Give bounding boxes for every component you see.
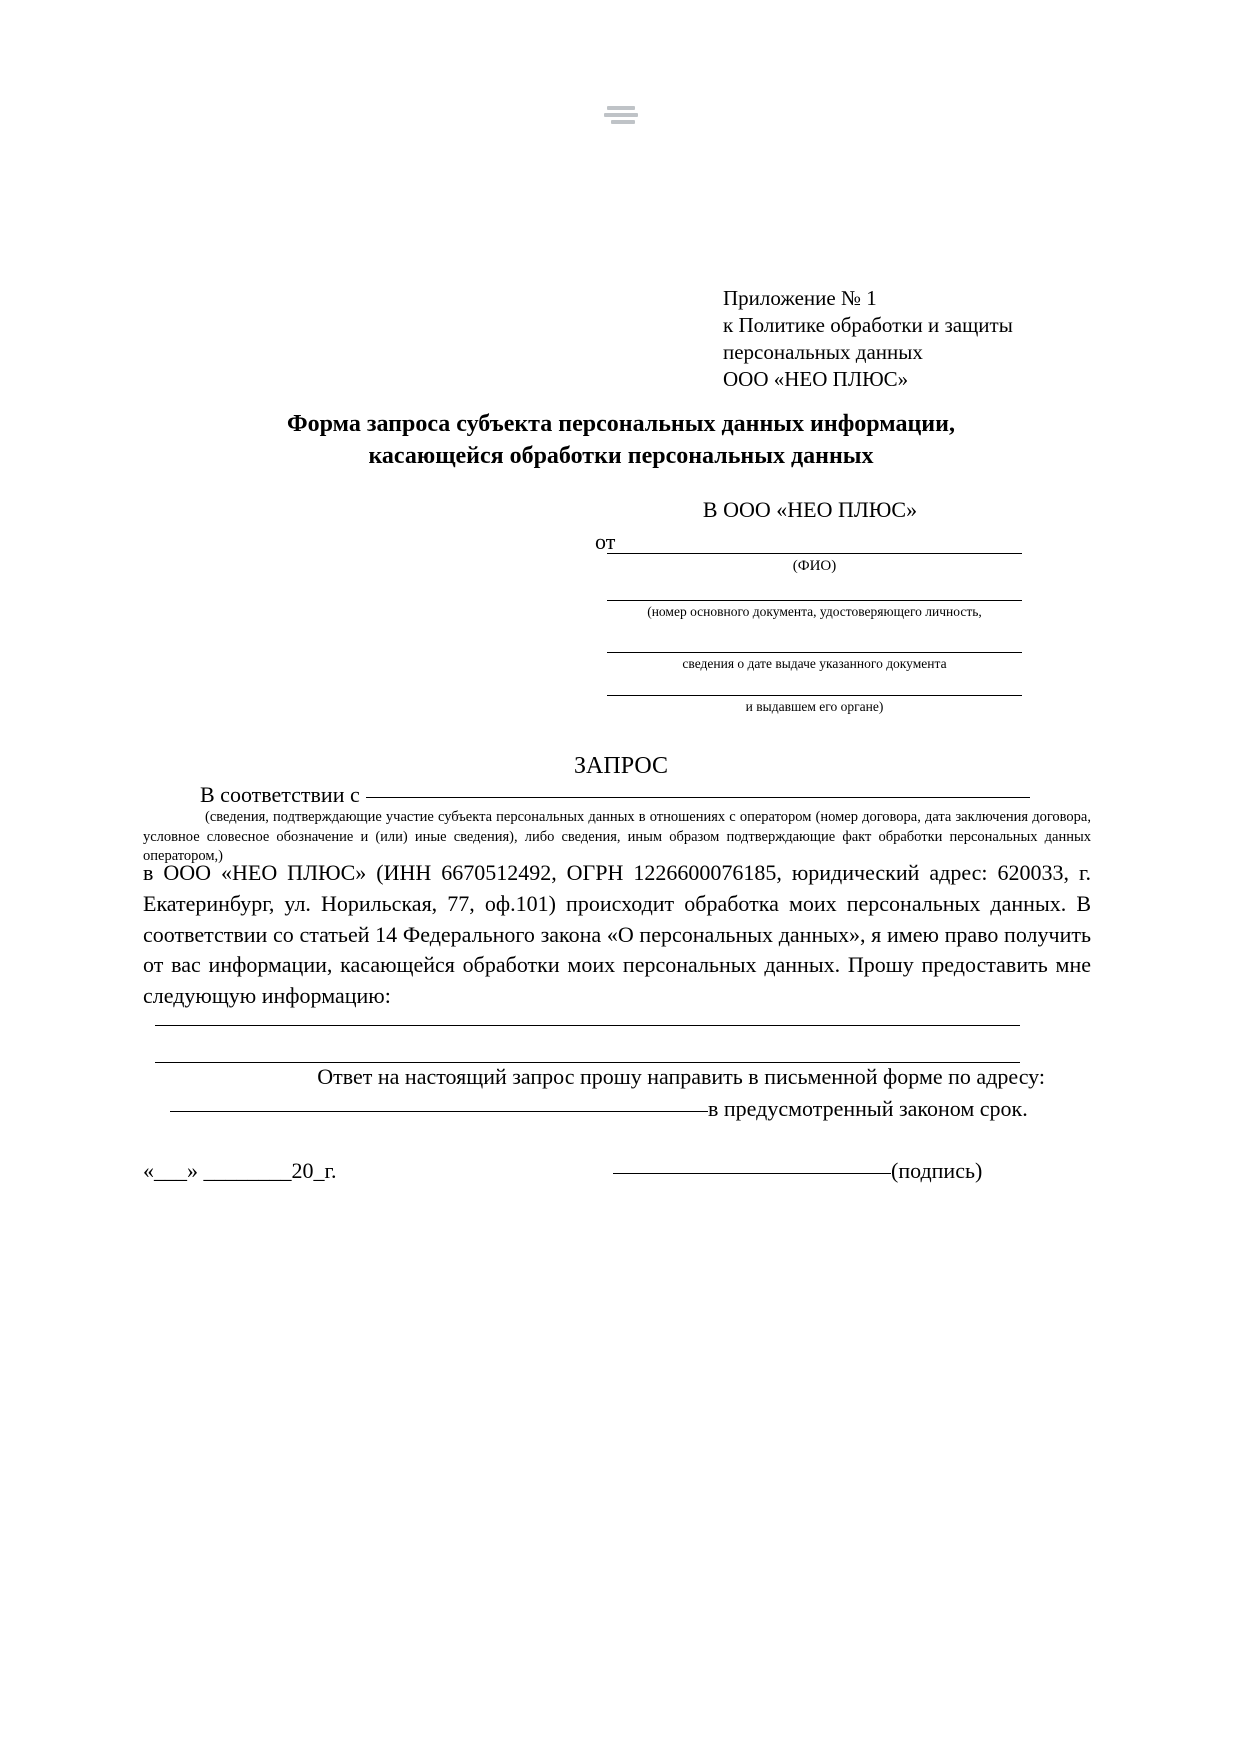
issue-date-field-rule[interactable]	[607, 652, 1022, 653]
fio-field-caption: (ФИО)	[792, 558, 837, 574]
logo-bar-bottom	[611, 120, 635, 124]
answer-address-row[interactable]	[170, 1096, 1045, 1122]
issue-date-field[interactable]	[607, 652, 1022, 672]
addressee-block	[595, 497, 1025, 555]
document-header-block	[723, 285, 1013, 393]
fineprint-text: (сведения, подтверждающие участие субъекта персональных данных в отношениях с оператором (номер договора, дата заключения договора, условное словесное обозначение и (или) иные сведения), либо сведения, иным образом подтверждающие факт обработки персональных данных оператором,)	[143, 809, 1091, 865]
answer-instruction: Ответ на настоящий запрос прошу направить в письменной форме по адресу:	[317, 1064, 1045, 1089]
date-field[interactable]: «___» ________20_г.	[143, 1158, 337, 1183]
fio-field-rule[interactable]	[607, 553, 1022, 554]
issue-date-field-caption: сведения о дате выдаче указанного документа	[682, 656, 947, 671]
signature-input[interactable]	[613, 1173, 891, 1174]
info-blank-line-1[interactable]	[155, 1025, 1020, 1026]
in-accordance-row[interactable]	[200, 782, 1030, 808]
header-policy-line-2: персональных данных	[723, 339, 923, 364]
signature-field[interactable]	[613, 1158, 982, 1184]
header-company-name: ООО «НЕО ПЛЮС»	[723, 366, 909, 391]
id-document-field-caption: (номер основного документа, удостоверяющего личность,	[647, 604, 982, 619]
addressee-from-label: от	[595, 529, 616, 554]
page-title-line-2: касающейся обработки персональных данных	[368, 443, 874, 470]
in-accordance-input[interactable]	[366, 797, 1030, 798]
issuing-authority-field-rule[interactable]	[607, 695, 1022, 696]
answer-address-input[interactable]	[170, 1111, 708, 1112]
issuing-authority-field-caption: и выдавшем его органе)	[745, 699, 884, 714]
signature-caption: (подпись)	[891, 1158, 983, 1183]
header-policy-line-1: к Политике обработки и защиты	[723, 312, 1013, 337]
issuing-authority-field[interactable]	[607, 695, 1022, 715]
header-appendix-number: Приложение № 1	[723, 286, 877, 310]
logo-bar-middle	[604, 113, 638, 117]
answer-address-tail: в предусмотренный законом срок.	[708, 1096, 1028, 1121]
body-paragraph: в ООО «НЕО ПЛЮС» (ИНН 6670512492, ОГРН 1226600076185, юридический адрес: 620033, г. Екатеринбург, ул. Норильская, 77, оф.101) происходит обработка моих персональных данных. В соответствии со статьей 14 Федерального закона «О персональных данных», я имею право получить от вас информации, касающейся обработки моих персональных данных. Прошу предоставить мне следующую информацию:	[143, 860, 1091, 1009]
addressee-to: В ООО «НЕО ПЛЮС»	[702, 497, 918, 522]
page-title-line-1: Форма запроса субъекта персональных данных информации,	[287, 411, 955, 437]
id-document-field[interactable]	[607, 600, 1022, 620]
fio-field[interactable]	[607, 553, 1022, 575]
neo-plus-logo-mark-icon	[601, 100, 641, 132]
request-heading: ЗАПРОС	[574, 753, 668, 779]
in-accordance-label: В соответствии с	[200, 782, 360, 807]
info-blank-line-2[interactable]	[155, 1062, 1020, 1063]
logo-bar-top	[607, 106, 635, 110]
id-document-field-rule[interactable]	[607, 600, 1022, 601]
page-title	[155, 408, 1087, 473]
